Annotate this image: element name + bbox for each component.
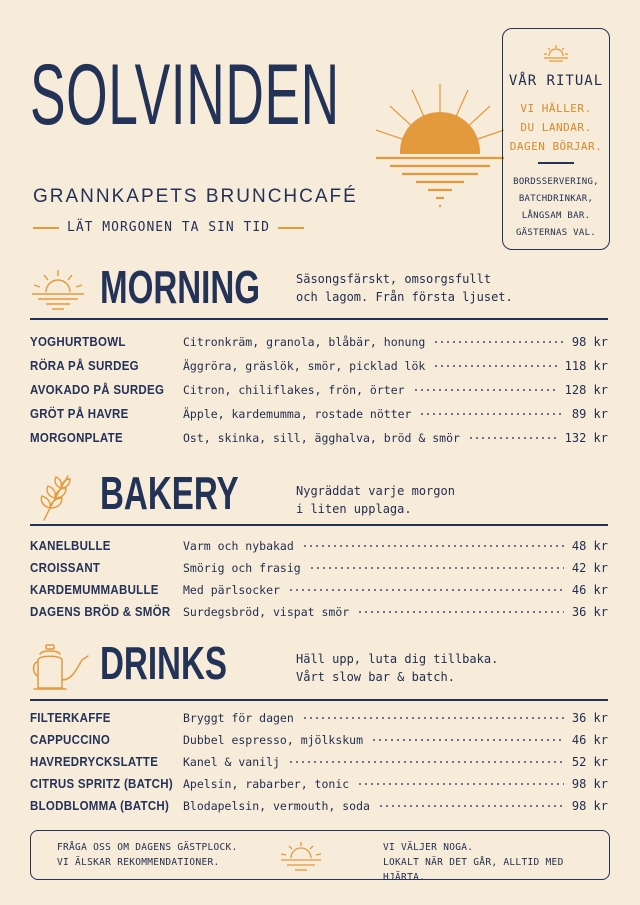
wheat-icon — [30, 474, 86, 522]
section-divider — [30, 699, 608, 701]
item-description: Smörig och frasig — [183, 561, 301, 575]
dot-leader — [288, 585, 564, 595]
item-price: 48 kr — [571, 539, 608, 553]
item-price: 128 kr — [564, 383, 608, 397]
footer-line: FRÅGA OSS OM DAGENS GÄSTPLOCK. — [57, 842, 238, 853]
dot-leader — [357, 779, 564, 789]
item-description: Bryggt för dagen — [183, 711, 294, 725]
tagline-text: LÄT MORGONEN TA SIN TID — [67, 220, 271, 235]
menu-item — [30, 601, 608, 623]
small-sun-icon — [541, 43, 571, 63]
ritual-line: VI HÄLLER. — [520, 102, 592, 115]
dot-leader — [419, 409, 563, 419]
item-price: 36 kr — [571, 605, 608, 619]
ritual-note: LÅNGSAM BAR. — [521, 211, 591, 221]
menu-item — [30, 751, 608, 773]
item-description: Kanel & vanilj — [183, 755, 280, 769]
dot-leader — [413, 385, 557, 395]
tagline-dash-right — [278, 227, 304, 229]
section-divider — [30, 318, 608, 320]
item-name: BLODBLOMMA (BATCH) — [30, 799, 170, 813]
section-description — [296, 650, 498, 686]
menu-item — [30, 535, 608, 557]
item-price: 118 kr — [564, 359, 608, 373]
item-name: RÖRA PÅ SURDEG — [30, 359, 139, 373]
footer-line: VI VÄLJER NOGA. — [383, 842, 474, 853]
item-price: 132 kr — [564, 431, 608, 445]
footer-left-note — [57, 840, 238, 870]
dot-leader — [302, 713, 564, 723]
ritual-box — [502, 28, 610, 250]
item-name: CAPPUCCINO — [30, 733, 111, 747]
item-name: AVOKADO PÅ SURDEG — [30, 383, 165, 397]
item-description: Apelsin, rabarber, tonic — [183, 777, 350, 791]
ritual-line: DU LANDAR. — [520, 121, 592, 134]
ritual-lines — [503, 99, 609, 156]
item-price: 98 kr — [571, 777, 608, 791]
ritual-title: VÅR RITUAL — [508, 73, 604, 89]
footer-line: VI ÄLSKAR REKOMMENDATIONER. — [57, 857, 220, 868]
dot-leader — [468, 433, 557, 443]
item-price: 89 kr — [571, 407, 608, 421]
item-price: 98 kr — [571, 335, 608, 349]
item-price: 52 kr — [571, 755, 608, 769]
brand-title: SOLVINDEN — [30, 47, 340, 143]
item-description: Äggröra, gräslök, smör, picklad lök — [183, 359, 426, 373]
dot-leader — [433, 337, 564, 347]
section-desc-line: och lagom. Från första ljuset. — [296, 290, 513, 304]
menu-item — [30, 773, 608, 795]
ritual-line: DAGEN BÖRJAR. — [509, 140, 603, 153]
footer-sun-icon — [277, 840, 325, 872]
kettle-icon — [30, 644, 96, 692]
section-description — [296, 270, 513, 306]
item-name: KARDEMUMMABULLE — [30, 583, 159, 597]
menu-item — [30, 729, 608, 751]
item-name: CROISSANT — [30, 561, 101, 575]
item-name: CITRUS SPRITZ (BATCH) — [30, 777, 173, 791]
menu-item — [30, 330, 608, 354]
item-name: FILTERKAFFE — [30, 711, 111, 725]
section-title: DRINKS — [100, 637, 227, 689]
menu-item — [30, 707, 608, 729]
section-desc-line: Nygräddat varje morgon — [296, 484, 455, 498]
section-desc-line: i liten upplaga. — [296, 502, 412, 516]
section-description — [296, 482, 455, 518]
item-description: Varm och nybakad — [183, 539, 294, 553]
section-title: BAKERY — [100, 467, 239, 519]
menu-item — [30, 402, 608, 426]
tagline-dash-left — [33, 227, 59, 229]
menu-item — [30, 426, 608, 450]
item-name: KANELBULLE — [30, 539, 111, 553]
item-description: Dubbel espresso, mjölkskum — [183, 733, 364, 747]
item-description: Äpple, kardemumma, rostade nötter — [183, 407, 412, 421]
ritual-note: BATCHDRINKAR, — [518, 194, 594, 204]
dot-leader — [378, 801, 564, 811]
section-divider — [30, 524, 608, 526]
ritual-divider — [538, 162, 574, 164]
section-desc-line: Häll upp, luta dig tillbaka. — [296, 652, 499, 666]
footer-line: LOKALT NÄR DET GÅR, ALLTID MED HJÄRTA. — [383, 857, 564, 883]
rising-sun-icon — [370, 82, 510, 222]
item-name: HAVREDRYCKSLATTE — [30, 755, 159, 769]
item-description: Citronkräm, granola, blåbär, honung — [183, 335, 426, 349]
ritual-notes — [503, 174, 609, 242]
item-description: Surdegsbröd, vispat smör — [183, 605, 350, 619]
menu-list — [30, 707, 608, 817]
menu-item — [30, 557, 608, 579]
item-price: 42 kr — [571, 561, 608, 575]
dot-leader — [357, 607, 564, 617]
menu-list — [30, 535, 608, 623]
item-name: GRÖT PÅ HAVRE — [30, 407, 129, 421]
brand-subtitle: GRANNKAPETS BRUNCHCAFÉ — [33, 186, 358, 207]
item-description: Citron, chiliflakes, frön, örter — [183, 383, 405, 397]
item-price: 46 kr — [571, 733, 608, 747]
item-description: Med pärlsocker — [183, 583, 280, 597]
item-name: MORGONPLATE — [30, 431, 123, 445]
dot-leader — [309, 563, 564, 573]
dot-leader — [302, 541, 564, 551]
dot-leader — [288, 757, 564, 767]
item-name: YOGHURTBOWL — [30, 335, 126, 349]
ritual-note: BORDSSERVERING, — [513, 177, 599, 187]
item-price: 46 kr — [571, 583, 608, 597]
menu-item — [30, 354, 608, 378]
section-desc-line: Vårt slow bar & batch. — [296, 670, 455, 684]
item-price: 98 kr — [571, 799, 608, 813]
footer-right-note — [383, 840, 609, 885]
dot-leader — [433, 361, 556, 371]
menu-item — [30, 795, 608, 817]
sunrise-icon — [30, 268, 86, 316]
footer-box — [30, 830, 610, 883]
menu-item — [30, 378, 608, 402]
item-description: Ost, skinka, sill, ägghalva, bröd & smör — [183, 431, 460, 445]
dot-leader — [371, 735, 564, 745]
item-description: Blodapelsin, vermouth, soda — [183, 799, 370, 813]
menu-item — [30, 579, 608, 601]
item-price: 36 kr — [571, 711, 608, 725]
menu-list — [30, 330, 608, 450]
ritual-note: GÄSTERNAS VAL. — [515, 228, 597, 238]
tagline — [33, 220, 312, 235]
item-name: DAGENS BRÖD & SMÖR — [30, 605, 171, 619]
section-desc-line: Säsongsfärskt, omsorgsfullt — [296, 272, 492, 286]
section-title: MORNING — [100, 261, 261, 313]
